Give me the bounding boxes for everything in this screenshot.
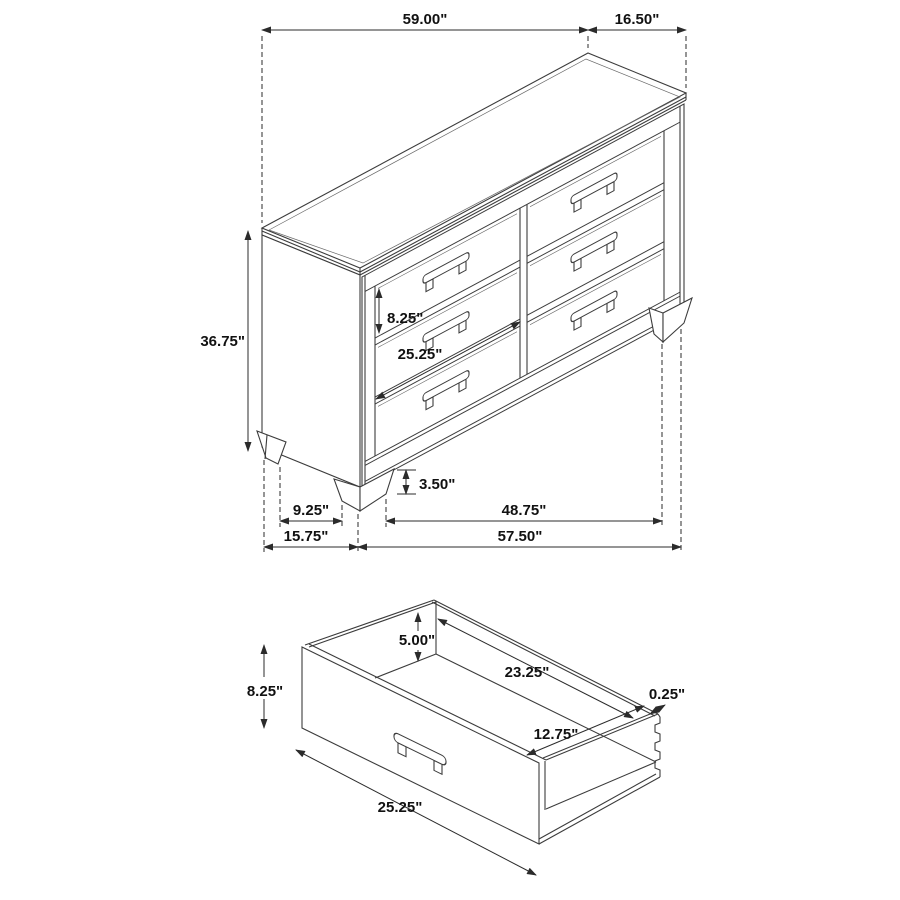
dim-top-depth-label: 16.50" — [614, 11, 660, 28]
dim-inner-length-label: 23.25" — [504, 664, 550, 681]
dim-top-width-label: 59.00" — [402, 11, 448, 28]
dim-drawer-box-width-label: 25.25" — [377, 799, 423, 816]
dim-foot-height-label: 3.50" — [419, 476, 456, 493]
drawer-figure — [247, 600, 685, 875]
dim-drawer-box-height-label: 8.25" — [246, 683, 284, 700]
dim-inner-depth-label: 5.00" — [398, 632, 436, 649]
dim-thickness-label: 0.25" — [648, 686, 686, 703]
dim-inner-width-label: 12.75" — [533, 726, 579, 743]
dovetail-joint — [655, 714, 660, 777]
dim-foot-spacing-front-label: 48.75" — [501, 502, 547, 519]
dim-drawer-height-label: 8.25" — [387, 310, 424, 327]
dim-height-label: 36.75" — [200, 333, 245, 350]
dim-depth-at-base-label: 15.75" — [283, 528, 329, 545]
dim-width-at-base-label: 57.50" — [497, 528, 543, 545]
dim-drawer-width-label: 25.25" — [397, 346, 443, 363]
dresser-figure — [200, 11, 692, 552]
dim-foot-spacing-side-label: 9.25" — [292, 502, 330, 519]
